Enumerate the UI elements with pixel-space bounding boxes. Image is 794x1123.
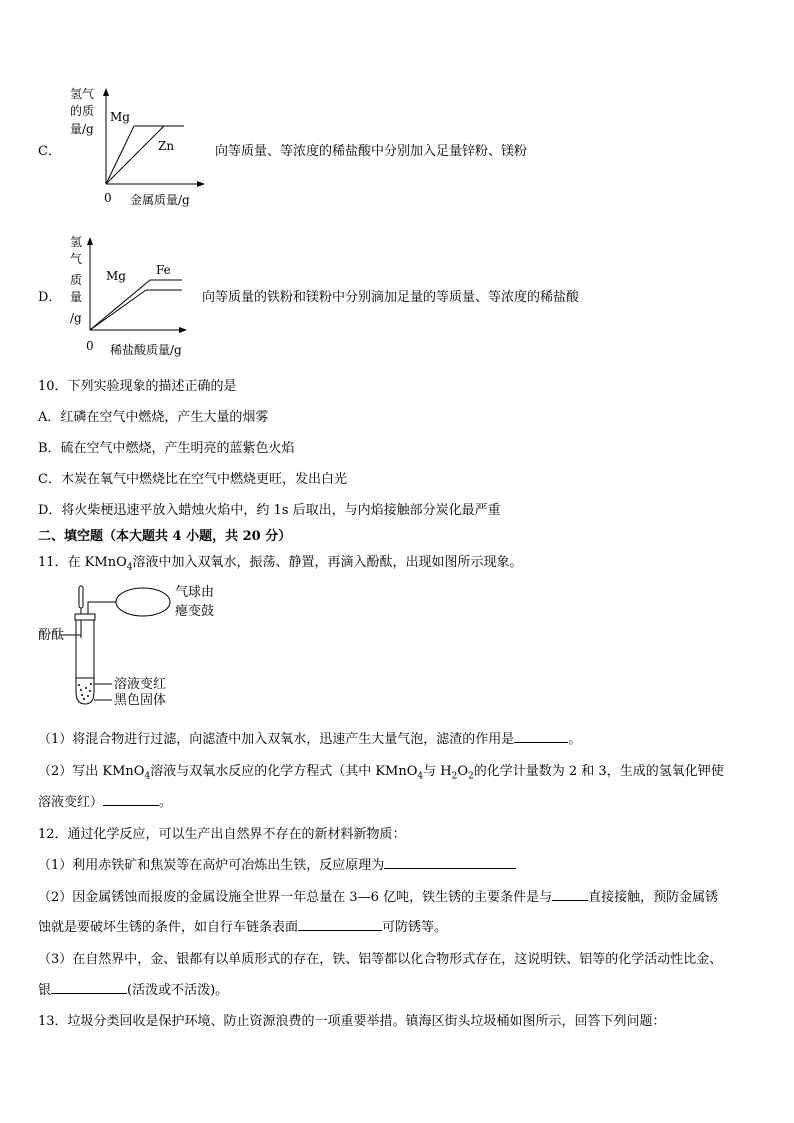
graph-d-description: 向等质量的铁粉和镁粉中分别滴加足量的等质量、等浓度的稀盐酸: [202, 290, 580, 305]
q11-part2-sub4: 2: [468, 771, 474, 782]
graph-d-mg-line: [90, 290, 146, 330]
graph-c-description: 向等质量、等浓度的稀盐酸中分别加入足量锌粉、镁粉: [215, 144, 528, 159]
test-tube: [76, 620, 94, 704]
graph-c-zn-label: Zn: [158, 139, 175, 153]
q13-stem: 13．垃圾分类回收是保护环境、防止资源浪费的一项重要举措。镇海区街头垃圾桶如图所示，回答下列问题：: [38, 1014, 666, 1029]
q11-part2-e: 的化学计量数为 2 和 3，生成的氢氧化钾使: [473, 764, 724, 779]
q11-part2-b: 溶液与双氧水反应的化学方程式（其中 KMnO: [150, 764, 418, 779]
q12-part1-text: （1）利用赤铁矿和焦炭等在高炉可冶炼出生铁，反应原理为: [38, 858, 385, 873]
q11-part2: [38, 760, 724, 782]
graph-d-mg-label: Mg: [106, 269, 126, 283]
q12-part2-d: 可防锈等。: [382, 920, 448, 935]
q12-part1: [38, 854, 516, 873]
q12-part3: （3）在自然界中，金、银都有以单质形式的存在，铁、铝等都以化合物形式存在，这说明铁、铝等的化学活动性比金、: [38, 952, 723, 967]
q12-part3-cont: [38, 979, 228, 998]
option-c-label: C．: [38, 144, 61, 159]
q11-part2-sub2: 4: [417, 771, 424, 782]
graph-c-ylabel-1: 氢气: [70, 87, 95, 101]
q11-part1-blank[interactable]: [514, 729, 568, 743]
phenol-label: 酚酞: [38, 628, 65, 643]
graph-d-fe-label: Fe: [156, 263, 171, 277]
q11-part2-f: 溶液变红）: [38, 795, 104, 810]
q11-part2-sub1: 4: [144, 771, 151, 782]
q11-figure: [38, 580, 238, 710]
balloon-label-2: 瘪变鼓: [175, 604, 215, 619]
graph-c-ylabel-2: 的质: [70, 104, 95, 118]
graph-d-y-arrow: [87, 237, 93, 245]
q11-stem-b: 溶液中加入双氧水，振荡、静置，再滴入酚酞，出现如图所示现象。: [132, 555, 523, 570]
graph-c-origin: 0: [104, 191, 112, 205]
balloon-label-1: 气球由: [175, 585, 215, 600]
graph-c-x-arrow: [197, 181, 205, 187]
graph-c-y-arrow: [103, 88, 109, 96]
q11-part1: [38, 728, 581, 747]
q10-option-a: A．红磷在空气中燃烧，产生大量的烟雾: [38, 410, 269, 425]
graph-d-ylabel-2: 气: [70, 252, 83, 266]
q12-part2: [38, 886, 718, 905]
q11-stem: [38, 551, 522, 573]
q12-part3-b: 银: [38, 983, 52, 998]
q11-part2-end: 。: [159, 795, 173, 810]
q12-part2-cont: [38, 916, 447, 935]
graph-c-zn-line: [106, 126, 164, 184]
graph-c-ylabel-3: 量/g: [70, 122, 94, 136]
q11-stem-a: 11．在 KMnO: [38, 555, 127, 570]
graph-c-mg-label: Mg: [110, 110, 130, 124]
q10-stem: 10．下列实验现象的描述正确的是: [38, 379, 237, 394]
q11-part2-c: 与 H: [423, 764, 452, 779]
q10-option-c: C．木炭在氧气中燃烧比在空气中燃烧更旺，发出白光: [38, 472, 347, 487]
q10-option-b: B．硫在空气中燃烧，产生明亮的蓝紫色火焰: [38, 441, 295, 456]
graph-d-origin: 0: [86, 339, 94, 353]
graph-d-xlabel: 稀盐酸质量/g: [110, 343, 182, 357]
dropper-bulb: [79, 586, 83, 608]
graph-d-ylabel-3: 质: [70, 273, 83, 287]
balloon: [116, 588, 170, 616]
q12-part3-c: (活泼或不活泼)。: [127, 983, 229, 998]
q12-part3-blank[interactable]: [51, 980, 127, 994]
q11-part2-a: （2）写出 KMnO: [38, 764, 145, 779]
option-d-label: D．: [38, 290, 62, 305]
q12-part2-blank2[interactable]: [298, 917, 382, 931]
q12-part2-b: 直接接触，预防金属锈: [588, 890, 719, 905]
graph-c-xlabel: 金属质量/g: [130, 193, 190, 207]
q11-part2-sub3: 2: [451, 771, 458, 782]
graph-d-ylabel-4: 量: [70, 290, 83, 304]
q12-part1-blank[interactable]: [384, 855, 516, 869]
q12-part2-a: （2）因金属锈蚀而报废的金属设施全世界一年总量在 3—6 亿吨，铁生锈的主要条件是与: [38, 890, 553, 905]
q12-stem: 12．通过化学反应，可以生产出自然界不存在的新材料新物质：: [38, 827, 406, 842]
q11-part2-d: O: [457, 764, 469, 779]
q11-part1-text: （1）将混合物进行过滤，向滤渣中加入双氧水，迅速产生大量气泡，滤渣的作用是: [38, 732, 515, 747]
graph-d-x-arrow: [179, 327, 187, 333]
q11-part1-end: 。: [568, 732, 582, 747]
red-solution-label: 溶液变红: [114, 677, 167, 692]
section-2-heading: 二、填空题（本大题共 4 小题，共 20 分）: [38, 529, 292, 544]
black-solid-dots: [78, 683, 92, 700]
graph-d-ylabel-5: /g: [70, 311, 82, 325]
connecting-tube: [88, 602, 116, 614]
q12-part2-c: 蚀就是要破坏生锈的条件，如自行车链条表面: [38, 920, 299, 935]
q10-option-d: D．将火柴梗迅速平放入蜡烛火焰中，约 1s 后取出，与内焰接触部分炭化最严重: [38, 503, 501, 518]
q12-part2-blank1[interactable]: [552, 887, 588, 901]
black-solid-label: 黑色固体: [114, 693, 167, 708]
q11-stem-sub: 4: [126, 562, 133, 573]
graph-c-mg-line: [106, 126, 134, 184]
graph-d-ylabel-1: 氢: [70, 235, 83, 249]
q11-part2-cont: [38, 791, 172, 810]
stopper: [75, 614, 95, 620]
graph-d-fe-line: [90, 280, 150, 330]
q11-part2-blank[interactable]: [103, 792, 159, 806]
